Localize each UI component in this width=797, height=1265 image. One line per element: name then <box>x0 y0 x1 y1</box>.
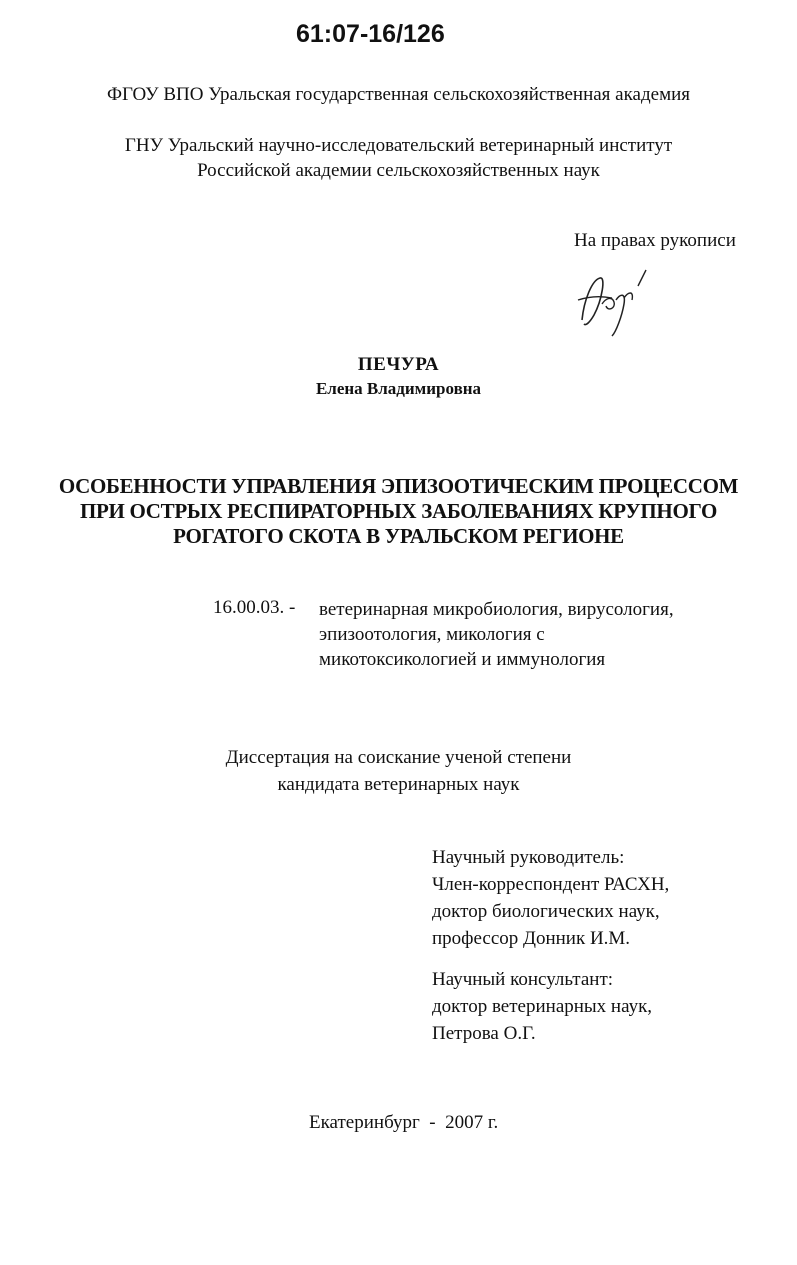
manuscript-rights: На правах рукописи <box>574 230 736 251</box>
institute-line-2: Российской академии сельскохозяйственных наук <box>197 160 600 181</box>
specialty-line: микотоксикологией и иммунология <box>319 649 606 670</box>
title-line: ОСОБЕННОСТИ УПРАВЛЕНИЯ ЭПИЗООТИЧЕСКИМ ПРОЦЕССОМ <box>58 474 739 498</box>
title-line: РОГАТОГО СКОТА В УРАЛЬСКОМ РЕГИОНЕ <box>173 524 624 548</box>
specialty-line: эпизоотология, микология с <box>319 624 545 645</box>
author-surname: ПЕЧУРА <box>357 354 440 375</box>
dissertation-title <box>0 474 797 549</box>
specialty-description <box>319 597 674 672</box>
consultant-heading: Научный консультант: <box>432 969 614 990</box>
title-line: ПРИ ОСТРЫХ РЕСПИРАТОРНЫХ ЗАБОЛЕВАНИЯХ КРУПНОГО <box>79 499 718 523</box>
signature-icon <box>572 260 662 340</box>
supervisor-heading: Научный руководитель: <box>432 847 625 868</box>
specialty-line: ветеринарная микробиология, вирусология, <box>319 599 674 620</box>
supervisor-line: Член-корреспондент РАСХН, <box>432 874 670 895</box>
supervisor-line: доктор биологических наук, <box>432 901 660 922</box>
city-year: Екатеринбург - 2007 г. <box>309 1112 499 1133</box>
academy-name: ФГОУ ВПО Уральская государственная сельскохозяйственная академия <box>106 84 691 105</box>
specialty-code: 16.00.03. - <box>213 597 296 618</box>
degree-line: Диссертация на соискание ученой степени <box>225 747 572 768</box>
supervisor-line: профессор Донник И.М. <box>432 928 631 949</box>
supervisor-block <box>432 844 669 952</box>
degree-statement <box>0 744 797 798</box>
institute-line-1: ГНУ Уральский научно-исследовательский ветеринарный институт <box>124 135 673 156</box>
consultant-block <box>432 966 652 1047</box>
archive-code: 61:07-16/126 <box>296 20 445 48</box>
institute-name <box>0 133 797 183</box>
degree-line: кандидата ветеринарных наук <box>277 774 520 795</box>
consultant-line: доктор ветеринарных наук, <box>432 996 653 1017</box>
author-given-names: Елена Владимировна <box>315 379 482 398</box>
consultant-line: Петрова О.Г. <box>432 1023 536 1044</box>
